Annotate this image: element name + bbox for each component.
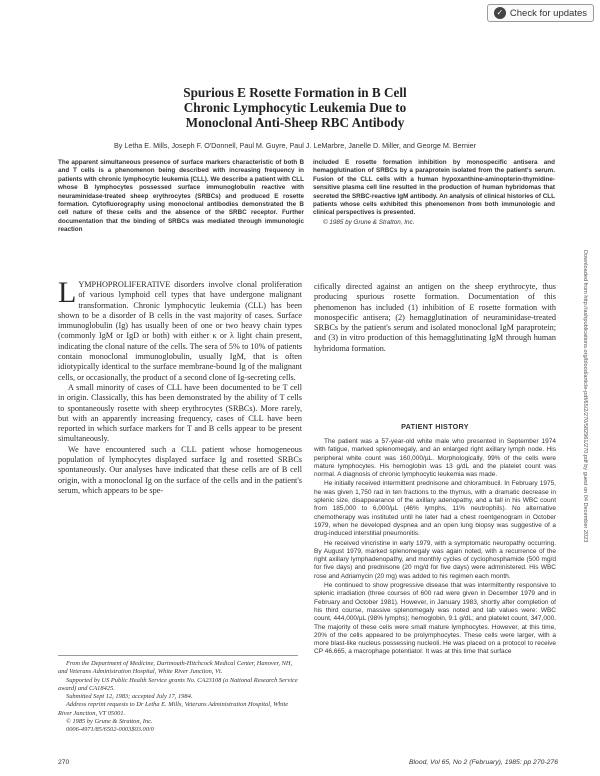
footnote: From the Department of Medicine, Dartmouth-Hitchcock Medical Center, Hanover, NH, and Veterans Administration Hospital, White River Junction, Vt. — [58, 660, 293, 676]
footnote: Submitted Sept 12, 1983; accepted July 17, 1984. — [66, 693, 193, 701]
body-paragraph: A small minority of cases of CLL have been documented to be T cell in origin. Classically, this has been demonstrated by the ability of T cells to spontaneously rosette with sheep erythrocytes (SRBCs). More rarely, but with an apparently increasing frequency, cases of CLL have been reported in which surface markers for T and B cells appear to be present simultaneously. — [58, 382, 302, 444]
body-paragraph: YMPHOPROLIFERATIVE disorders involve clonal proliferation of various lymphoid cell types that have undergone malignant transformation. Chronic lymphocytic leukemia (CLL) has been shown to be a disorder of B cells in the vast majority of cases. Surface immunoglobulin (Ig) has usually been of one or two heavy chain types (commonly IgM or IgD or both) with either κ or λ light chain present, indicating the clonal nature of the cells. The sera of 5% to 10% of patients contain monoclonal immunoglobulin, usually IgM, that is often idiotypically identical to the surface membrane-bound Ig of the malignant cells, or occasionally, the product of a second clone of Ig-secreting cells. — [58, 280, 302, 382]
title-line: Spurious E Rosette Formation in B Cell — [183, 85, 407, 100]
abstract-right-text: included E rosette formation inhibition by monospecific antisera and hemagglutination of SRBCs by a paraprotein isolated from the patient's serum. Fusion of the CLL cells with a human hypoxanthine-aminopterin-thymidine-sensitive plasma cell line resulted in the production of human hybridomas that secreted the SRBC-reactive IgM antibody. An analysis of clinical histories of CLL patients whose cells exhibited this phenomenon from both immunologic and clinical perspectives is presented. — [313, 159, 555, 217]
patient-history — [314, 438, 556, 658]
history-paragraph: The patient was a 57-year-old white male who presented in September 1974 with fatigue, marked splenomegaly, and an enlarged right axillary lymph node. His peripheral white count was 160,000/µL. Morphologically, 99% of the cells were mature lymphocytes. His hemoglobin was 13 g/dL and the platelet count was normal. A diagnosis of chronic lymphocytic leukemia was made. — [314, 438, 556, 479]
abstract-left: The apparent simultaneous presence of surface markers characteristic of both B and T cells is a phenomenon being described with increasing frequency in patients with chronic lymphocytic leukemia (CLL). We describe a patient with CLL whose B lymphocytes possessed surface immunoglobulin reactive with neuraminidase-treated sheep erythrocytes (SRBCs) and produced E rosette formation. Cytofluorography using monoclonal antibodies demonstrated the B cell nature of these cells and the absence of the SRBC receptor. Further documentation that the binding of SRBCs was mediated through immunologic reaction — [58, 159, 304, 234]
journal-citation: Blood, Vol 65, No 2 (February), 1985: pp 270-276 — [409, 759, 558, 766]
check-for-updates-badge[interactable] — [487, 4, 594, 22]
download-watermark: Downloaded from http://ashpublications.org/blood/article-pdf/65/2/270/582961/270.pdf by guest on 04 December 2023 — [582, 250, 588, 543]
footnotes — [58, 655, 298, 735]
body-paragraph: cifically directed against an antigen on the sheep erythrocyte, thus producing spurious rosette formation. Documentation of this phenomenon has included (1) inhibition of E rosette formation with monospecific antisera; (2) hemagglutination of neuraminidase-treated SRBCs by the patient's serum and isolated monoclonal IgM paraprotein; and (3) in vitro production of this hemagglutinating IgM through human hybridoma formation. — [314, 282, 556, 353]
abstract-copyright: © 1985 by Grune & Stratton, Inc. — [323, 218, 415, 226]
title-line: Monoclonal Anti-Sheep RBC Antibody — [185, 115, 405, 130]
title-line: Chronic Lymphocytic Leukemia Due to — [183, 100, 407, 115]
article-title — [60, 85, 530, 130]
badge-label: Check for updates — [509, 7, 587, 19]
footnote: © 1985 by Grune & Stratton, Inc. — [66, 718, 153, 726]
body-left-column — [58, 276, 302, 496]
author-list: By Letha E. Mills, Joseph F. O'Donnell, Paul M. Guyre, Paul J. LeMarbre, Janelle D. Miller, and George M. Bernier — [113, 141, 477, 150]
abstract-right — [313, 159, 555, 227]
section-heading: PATIENT HISTORY — [401, 422, 469, 431]
check-update-icon: ✓ — [494, 7, 506, 19]
history-paragraph: He continued to show progressive disease that was intermittently responsive to splenic irradiation (three courses of 600 rad were given in December 1979 and in February and October 1981). However, in January 1983, shortly after completion of his third course, massive splenomegaly was noted and lab values were: WBC count, 444,000/µL (98% lymphs); hemoglobin, 9.1 g/dL; and platelet count, 347,000. The majority of these cells were small mature lymphocytes. However, at this time, 20% of the cells appeared to be prolymphocytes. These cells were larger, with a more blast-like nucleus possessing nucleoli. He was placed on a protocol to receive CP 46.665, a macrophage potentiator. It was at this time that surface — [314, 582, 556, 656]
body-paragraph: We have encountered such a CLL patient whose homogeneous population of lymphocytes displayed surface Ig and rosetted SRBCs spontaneously. Our analyses have indicated that these cells are of B cell origin, with a monoclonal Ig on the surface of the cells and in the patient's serum, which appears to be spe- — [58, 444, 302, 495]
footnote: 0006-4971/85/6502-0003$03.00/0 — [66, 726, 154, 734]
body-right-column — [314, 282, 556, 354]
dropcap-letter: L — [58, 276, 77, 309]
page-number: 270 — [58, 759, 70, 766]
history-paragraph: He initially received intermittent prednisone and chlorambucil. In February 1975, he was given 1,750 rad in ten fractions to the thymus, with a dramatic decrease in splenic size, disappearance of the axillary adenopathy, and a fall in his WBC count from 185,000 to 6,000/µL (46% lymphs, 11% neutrophils). No alternative chemotherapy was instituted until he later had a chest roentgenogram in October 1979, when he developed dyspnea and an open lung biopsy was suggestive of a drug-induced interstitial pneumonitis. — [314, 480, 556, 538]
footnote: Supported by US Public Health Service grants No. CA23108 (a National Research Service award) and CA18425. — [58, 676, 298, 692]
footnote: Address reprint requests to Dr Letha E. Mills, Veterans Administration Hospital, White River Junction, VT 05001. — [58, 701, 289, 717]
history-paragraph: He received vincristine in early 1979, with a symptomatic neuropathy occurring. By August 1979, marked splenomegaly was again noted, with a recurrence of the right axillary lymphadenopathy, and monthly cycles of cyclophosphamide (500 mg/d for five days) and prednisone (20 mg/d for five days) were administered. His WBC rose and Adriamycin (20 mg) was added to his regimen each month. — [314, 539, 556, 580]
